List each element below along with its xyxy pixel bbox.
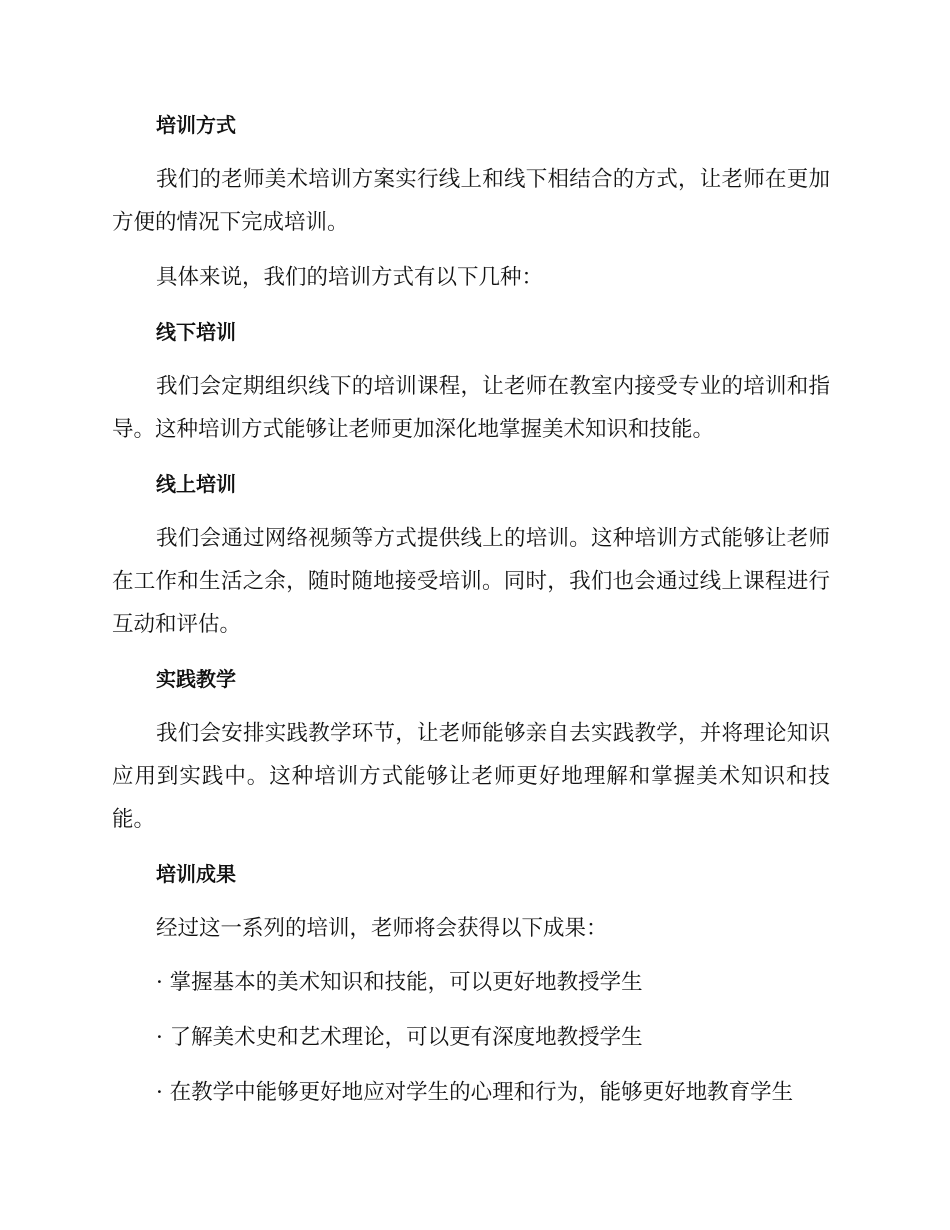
paragraph: 经过这一系列的培训，老师将会获得以下成果： <box>156 916 608 941</box>
section-heading: 实践教学 <box>156 667 236 691</box>
paragraph: 我们会安排实践教学环节，让老师能够亲自去实践教学，并将理论知识应用到实践中。这种培训方式能够让老师更好地理解和掌握美术知识和技能。 <box>112 721 830 832</box>
section-heading: 培训成果 <box>156 862 236 886</box>
paragraph: 我们会定期组织线下的培训课程，让老师在教室内接受专业的培训和指导。这种培训方式能够让老师更加深化地掌握美术知识和技能。 <box>112 374 830 442</box>
document-page <box>112 104 830 1127</box>
section-heading: 线上培训 <box>156 472 236 496</box>
paragraph: 我们的老师美术培训方案实行线上和线下相结合的方式，让老师在更加方便的情况下完成培训。 <box>112 167 830 235</box>
section-heading: 线下培训 <box>156 320 236 344</box>
paragraph: 我们会通过网络视频等方式提供线上的培训。这种培训方式能够让老师在工作和生活之余，随时随地接受培训。同时，我们也会通过线上课程进行互动和评估。 <box>112 526 830 637</box>
section-heading: 培训方式 <box>156 113 236 137</box>
paragraph: 具体来说，我们的培训方式有以下几种： <box>156 265 544 290</box>
bullet-item: · 在教学中能够更好地应对学生的心理和行为，能够更好地教育学生 <box>156 1080 794 1105</box>
bullet-item: · 掌握基本的美术知识和技能，可以更好地教授学生 <box>156 970 643 995</box>
bullet-item: · 了解美术史和艺术理论，可以更有深度地教授学生 <box>156 1025 643 1050</box>
